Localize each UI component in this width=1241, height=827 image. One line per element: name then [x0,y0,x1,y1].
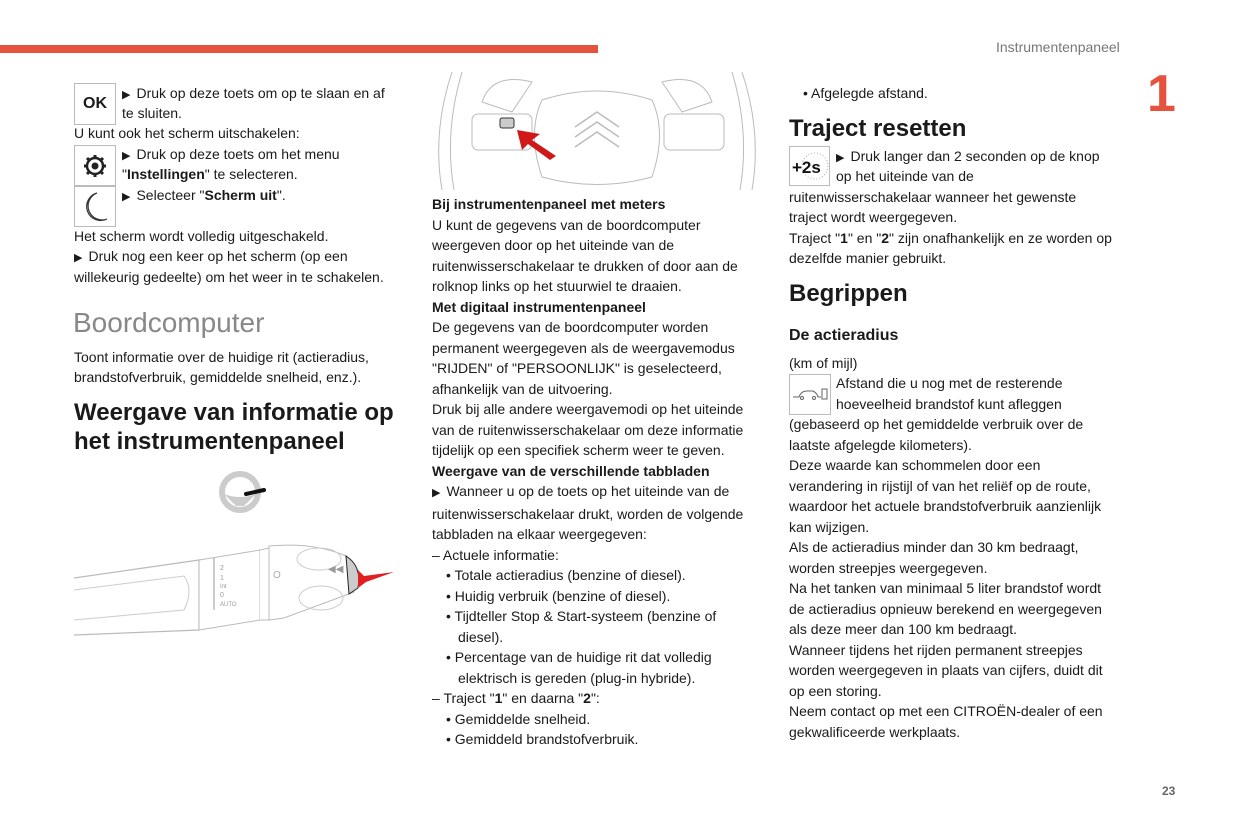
bullet-item: • Totale actieradius (benzine of diesel). [446,567,686,583]
screen-off-intro: U kunt ook het scherm uitschakelen: [74,125,300,141]
plus-2s-icon [789,146,830,186]
subheading-tabs: Weergave van de verschillende tabbladen [432,462,710,479]
settings-instruction-cont: "Instellingen" te selecteren. [122,166,298,182]
boordcomputer-heading: Boordcomputer [73,307,265,338]
press-again-cont: willekeurig gedeelte) om het weer in te schakelen. [74,269,384,285]
wiper-stalk-illustration [74,470,394,640]
bullet-item: • Gemiddelde snelheid. [446,710,591,727]
bullet-item: • Gemiddeld brandstofverbruik. [446,731,639,747]
boordcomputer-desc-cont: brandstofverbruik, gemiddelde snelheid, enz.). [74,369,362,385]
section-title: Instrumentenpaneel [996,39,1120,55]
boordcomputer-desc: Toont informatie over de huidige rit (actieradius, [74,349,369,365]
svg-text:◀◀: ◀◀ [328,564,344,575]
select-instruction: ▶ Selecteer "Scherm uit". [122,187,286,203]
weergave-heading-cont: het instrumentenpaneel [74,428,345,455]
ok-icon [74,83,116,125]
unit-label: (km of mijl) [789,355,858,371]
bullet-item: • Tijdteller Stop & Start-systeem (benzine of [446,608,717,624]
col2-text: Bij instrumentenpaneel met meters U kunt de gegevens van de boordcomputer weergeven door op het uiteinde van de ruitenwisserschakelaar te drukken of door aan de rolknop links op het stuurwiel te draaien. Met digitaal instrumentenpaneel De gegevens van de boordcomputer worden permanent weergegeven als de weergavemodus "RIJDEN" of "PERSOONLIJK" is geselecteerd, afhankelijk van de uitvoering. Druk bij alle andere weergavemodi op het uiteinde van de ruitenwisserschakelaar om deze informatie tijdelijk op een specifiek scherm weer te geven. Weergave van de verschillende tabbladen ▶ Wanneer u op de toets op het uiteinde van de ruitenwisserschakelaar drukt, worden de volgende tabbladen na elkaar weergegeven: – Actuele informatie: • Totale actieradius (benzine of diesel). • Huidig verbruik (benzine of diesel). • Tijdteller Stop & Start-systeem (benzine of diesel). • Percentage van de huidige rit dat volledig elektrisch is gereden (plug-in hybride). – Traject "1" en daarna "2": • Gemiddelde snelheid. • Gemiddeld brandstofverbruik. [432,194,762,750]
settings-instruction: ▶ Druk op deze toets om het menu [122,146,340,162]
bullet-item: • Percentage van de huidige rit dat volledig [446,649,712,665]
dash-item-traject: – Traject "1" en daarna "2": [432,690,600,706]
ok-instruction: ▶ Druk op deze toets om op te slaan en af [122,85,385,101]
actieradius-body: (gebaseerd op het gemiddelde verbruik over de laatste afgelegde kilometers). Deze waarde kan schommelen door een verandering in rijstijl of van het reliëf op de route, waardoor het actuele brandstofverbruik aanzienlijk kan wijzigen. Als de actieradius minder dan 30 km bedraagt, worden streepjes weergegeven. Na het tanken van minimaal 5 liter brandstof wordt de actieradius opnieuw berekend en weergegeven als deze meer dan 100 km bedraagt. Wanneer tijdens het rijden permanent streepjes worden weergegeven in plaats van cijfers, duidt dit op een storing. Neem contact op met een CITROËN-dealer of een gekwalificeerde werkplaats. [789,416,1103,740]
steering-wheel-icon [222,474,264,510]
weergave-heading: Weergave van informatie op [74,399,394,426]
moon-icon [74,186,116,227]
press-again: ▶ Druk nog een keer op het scherm (op een [74,248,348,264]
actieradius-heading: De actieradius [789,327,899,344]
actieradius-text: Afstand die u nog met de resterende [836,375,1063,391]
subheading-meters: Bij instrumentenpaneel met meters [432,196,666,212]
steering-wheel-illustration [432,72,762,190]
subheading-digital: Met digitaal instrumentenpaneel [432,298,646,315]
bullet-item: • Huidig verbruik (benzine of diesel). [446,587,671,604]
reset-instruction-cont: ruitenwisserschakelaar wanneer het gewenste [789,189,1077,205]
traject-independent: Traject "1" en "2" zijn onafhankelijk en ze worden op [789,230,1112,246]
range-fuel-icon [789,374,831,415]
svg-text:0: 0 [220,592,224,599]
actieradius-text: hoeveelheid brandstof kunt afleggen [836,396,1062,412]
svg-text:Int: Int [220,584,227,590]
bullet-afgelegde: • Afgelegde afstand. [803,85,928,101]
begrippen-heading: Begrippen [789,280,908,307]
page-number: 23 [1162,784,1176,798]
traject-resetten-heading: Traject resetten [789,115,967,142]
ok-instruction-cont: te sluiten. [122,105,182,121]
gear-icon [74,145,116,186]
svg-text:O: O [273,570,281,581]
ok-icon-label: OK [83,95,107,112]
svg-text:2: 2 [220,565,224,572]
chapter-number: 1 [1147,65,1176,123]
dash-item-actuele: – Actuele informatie: [432,546,559,563]
screen-off-result: Het scherm wordt volledig uitgeschakeld. [74,228,329,244]
reset-instruction-cont: traject wordt weergegeven. [789,209,958,225]
svg-text:AUTO: AUTO [220,602,237,608]
reset-instruction-cont: op het uiteinde van de [836,168,974,184]
accent-bar [0,45,598,53]
svg-text:1: 1 [220,575,224,582]
reset-instruction: ▶ Druk langer dan 2 seconden op de knop [836,148,1100,164]
traject-independent-cont: dezelfde manier gebruikt. [789,250,947,266]
svg-text:+2s: +2s [791,158,821,177]
